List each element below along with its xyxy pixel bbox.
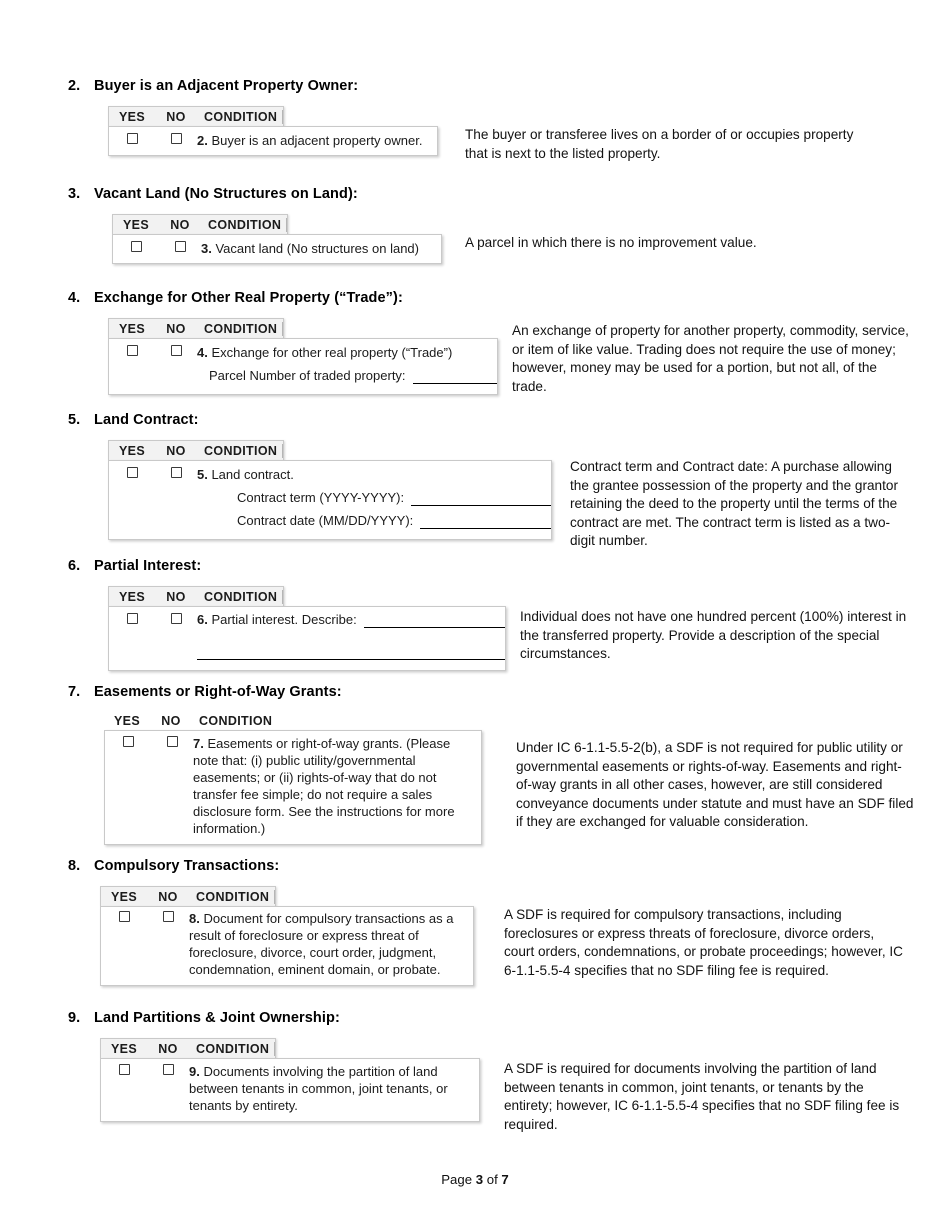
checkbox-yes-icon[interactable] — [131, 241, 142, 252]
section-5-table-header — [108, 440, 284, 460]
section-2 — [64, 78, 904, 163]
column-header-no: NO — [158, 1041, 178, 1056]
column-header-condition: CONDITION — [197, 590, 283, 604]
section-5-title: Land Contract: — [94, 412, 199, 428]
section-2-number: 2. — [68, 78, 81, 94]
section-3-condition-table — [112, 214, 442, 264]
checkbox-no-icon[interactable] — [171, 613, 182, 624]
column-header-yes: YES — [118, 109, 146, 124]
column-header-yes: YES — [122, 217, 150, 232]
checkbox-cell-yes[interactable] — [113, 240, 159, 252]
section-8-condition-text — [189, 910, 473, 978]
section-2-table-row — [108, 126, 438, 156]
condition-lead-number: 2. — [197, 133, 208, 148]
column-header-no: NO — [158, 889, 178, 904]
section-5-description: Contract term and Contract date: A purchase allowing the grantee possession of the property and the grantor retaining the deed to the property until the terms of the contract are met. The contract term is listed as a two-digit number. — [570, 459, 898, 549]
checkbox-cell-yes[interactable] — [101, 1063, 147, 1075]
section-9-table-header — [100, 1038, 276, 1058]
footer-page-prefix: Page — [441, 1172, 473, 1187]
footer-page-middle: of — [486, 1172, 498, 1187]
checkbox-yes-icon[interactable] — [127, 133, 138, 144]
section-8-condition-table — [100, 886, 474, 986]
condition-lead-number: 6. — [197, 612, 208, 627]
checkbox-yes-icon[interactable] — [127, 345, 138, 356]
section-2-condition-text — [197, 132, 437, 149]
section-6-heading — [64, 558, 944, 574]
section-9-title: Land Partitions & Joint Ownership: — [94, 1010, 340, 1026]
section-6 — [64, 558, 944, 671]
column-header-condition: CONDITION — [189, 1042, 275, 1056]
section-4-parcel-number-field[interactable] — [197, 368, 497, 384]
checkbox-cell-no[interactable] — [155, 466, 197, 478]
condition-body-text: Exchange for other real property (“Trade”) — [207, 345, 453, 360]
section-6-describe-field-line2[interactable] — [197, 646, 505, 660]
checkbox-no-icon[interactable] — [163, 1064, 174, 1075]
condition-body-text: Documents involving the partition of land between tenants in common, joint tenants, or tenants by entirety. — [189, 1064, 448, 1113]
section-7-table-row — [104, 730, 482, 845]
section-3-condition-text — [201, 240, 441, 257]
checkbox-no-icon[interactable] — [171, 345, 182, 356]
contract-date-label: Contract date (MM/DD/YYYY): — [237, 513, 414, 528]
section-8 — [64, 858, 944, 986]
checkbox-no-icon[interactable] — [163, 911, 174, 922]
section-9-description: A SDF is required for documents involving the partition of land between tenants in common, joint tenants, or tenants by the entirety; however, IC 6-1.1-5.5-4 specifies that no SDF filing fee is required. — [504, 1061, 900, 1132]
section-7-table-header — [104, 712, 277, 730]
section-5-table-row — [108, 460, 552, 540]
checkbox-no-icon[interactable] — [171, 467, 182, 478]
partial-interest-label — [197, 612, 357, 628]
section-3-table-row — [112, 234, 442, 264]
section-2-condition-table — [108, 106, 438, 156]
condition-body-text: Land contract. — [207, 467, 294, 482]
contract-date-input[interactable] — [420, 515, 551, 529]
section-5-contract-term-field[interactable] — [197, 490, 551, 506]
section-4-number: 4. — [68, 290, 81, 306]
checkbox-yes-icon[interactable] — [127, 467, 138, 478]
section-6-condition-text — [197, 612, 505, 660]
condition-lead-number: 4. — [197, 345, 208, 360]
column-header-condition: CONDITION — [189, 890, 275, 904]
section-7-condition-table — [104, 712, 482, 845]
partial-interest-input-line-1[interactable] — [364, 614, 505, 628]
checkbox-cell-no[interactable] — [155, 612, 197, 624]
section-3-table-header — [112, 214, 288, 234]
section-3-heading — [64, 186, 904, 202]
checkbox-cell-yes[interactable] — [109, 466, 155, 478]
checkbox-cell-no[interactable] — [155, 132, 197, 144]
section-5-heading — [64, 412, 944, 428]
section-4-condition-text — [197, 344, 497, 384]
column-header-yes: YES — [118, 321, 146, 336]
condition-body-text: Partial interest. Describe: — [207, 612, 357, 627]
column-header-yes: YES — [118, 589, 146, 604]
section-2-description: The buyer or transferee lives on a border of or occupies property that is next to the listed property. — [465, 127, 854, 161]
checkbox-no-icon[interactable] — [175, 241, 186, 252]
column-header-yes: YES — [110, 889, 138, 904]
section-7-description: Under IC 6-1.1-5.5-2(b), a SDF is not required for public utility or governmental easements or rights-of-way. Easements and right-of-way grants in all other cases, however, are still considered conveyance documents under statute and must have an SDF filed if they are exchanged for valuable consideration. — [516, 740, 914, 830]
contract-term-label: Contract term (YYYY-YYYY): — [237, 490, 405, 505]
section-4-heading — [64, 290, 934, 306]
column-header-condition: CONDITION — [199, 714, 273, 728]
section-5-condition-table — [108, 440, 552, 540]
column-header-yes: YES — [113, 714, 141, 728]
checkbox-yes-icon[interactable] — [119, 1064, 130, 1075]
condition-lead-number: 9. — [189, 1064, 200, 1079]
footer-page-number: 3 — [475, 1172, 484, 1187]
section-8-description: A SDF is required for compulsory transactions, including foreclosures or express threats of foreclosure, divorce orders, court orders, condemnations, or probate proceedings; however, IC 6-1.1-5.5-4 specifies that no SDF filing fee is required. — [504, 907, 903, 978]
condition-body-text: Vacant land (No structures on land) — [211, 241, 419, 256]
section-3-description: A parcel in which there is no improvement value. — [465, 235, 757, 250]
column-header-no: NO — [161, 714, 181, 728]
section-8-table-header — [100, 886, 276, 906]
section-7-number: 7. — [68, 684, 81, 700]
section-3-title: Vacant Land (No Structures on Land): — [94, 186, 358, 202]
section-2-heading — [64, 78, 904, 94]
column-header-no: NO — [166, 109, 186, 124]
section-3 — [64, 186, 904, 264]
section-6-describe-field[interactable] — [197, 612, 505, 628]
column-header-condition: CONDITION — [201, 218, 287, 232]
section-2-title: Buyer is an Adjacent Property Owner: — [94, 78, 359, 94]
parcel-number-input[interactable] — [413, 370, 497, 384]
checkbox-cell-no[interactable] — [151, 735, 193, 747]
section-6-number: 6. — [68, 558, 81, 574]
section-3-number: 3. — [68, 186, 81, 202]
checkbox-yes-icon[interactable] — [127, 613, 138, 624]
section-6-description: Individual does not have one hundred percent (100%) interest in the transferred property. Provide a description of the special circumstances. — [520, 609, 907, 662]
section-9-condition-table — [100, 1038, 480, 1122]
condition-lead-number: 8. — [189, 911, 200, 926]
section-6-table-row — [108, 606, 506, 671]
section-8-heading — [64, 858, 944, 874]
column-header-no: NO — [166, 443, 186, 458]
section-5-number: 5. — [68, 412, 81, 428]
column-header-condition: CONDITION — [197, 110, 283, 124]
section-2-table-header — [108, 106, 284, 126]
checkbox-cell-yes[interactable] — [101, 910, 147, 922]
column-header-condition: CONDITION — [197, 444, 283, 458]
column-header-yes: YES — [118, 443, 146, 458]
condition-lead-number: 5. — [197, 467, 208, 482]
condition-lead-number: 3. — [201, 241, 212, 256]
section-9-number: 9. — [68, 1010, 81, 1026]
checkbox-cell-no[interactable] — [147, 910, 189, 922]
section-9-table-row — [100, 1058, 480, 1122]
page-footer — [0, 1172, 950, 1187]
checkbox-yes-icon[interactable] — [119, 911, 130, 922]
section-4-title: Exchange for Other Real Property (“Trade”): — [94, 290, 403, 306]
checkbox-no-icon[interactable] — [167, 736, 178, 747]
column-header-yes: YES — [110, 1041, 138, 1056]
condition-body-text: Document for compulsory transactions as a result of foreclosure or express threat of foreclosure, divorce, court order, judgment, condemnation, eminent domain, or probate. — [189, 911, 454, 977]
section-4 — [64, 290, 934, 396]
section-6-condition-table — [108, 586, 506, 671]
section-4-description: An exchange of property for another property, commodity, service, or item of like value. Trading does not require the use of money; however, money may be used for a portion, but not all, of the trade. — [512, 323, 909, 394]
checkbox-cell-yes[interactable] — [105, 735, 151, 747]
section-9-condition-text — [189, 1063, 479, 1114]
contract-term-input[interactable] — [411, 492, 551, 506]
column-header-condition: CONDITION — [197, 322, 283, 336]
section-7-condition-text — [193, 735, 481, 837]
section-5-contract-date-field[interactable] — [197, 513, 551, 529]
condition-body-text: Easements or right-of-way grants. (Please note that: (i) public utility/governmental easements; or (ii) rights-of-way that do not transfer fee simple; do not require a sales disclosure form. See the instructions for more information.) — [193, 736, 455, 836]
section-6-title: Partial Interest: — [94, 558, 202, 574]
column-header-no: NO — [166, 321, 186, 336]
section-7 — [64, 684, 944, 845]
condition-body-text: Buyer is an adjacent property owner. — [207, 133, 423, 148]
section-6-table-header — [108, 586, 284, 606]
checkbox-cell-yes[interactable] — [109, 612, 155, 624]
footer-page-total: 7 — [501, 1172, 509, 1187]
section-8-table-row — [100, 906, 474, 986]
section-4-table-header — [108, 318, 284, 338]
section-5-condition-text — [197, 466, 551, 529]
checkbox-cell-no[interactable] — [159, 240, 201, 252]
column-header-no: NO — [166, 589, 186, 604]
section-7-title: Easements or Right-of-Way Grants: — [94, 684, 342, 700]
condition-lead-number: 7. — [193, 736, 204, 751]
section-9-heading — [64, 1010, 944, 1026]
column-header-no: NO — [170, 217, 190, 232]
section-4-table-row — [108, 338, 498, 395]
section-7-heading — [64, 684, 944, 700]
checkbox-cell-yes[interactable] — [109, 344, 155, 356]
section-5 — [64, 412, 944, 551]
section-4-condition-table — [108, 318, 498, 395]
checkbox-cell-no[interactable] — [147, 1063, 189, 1075]
section-8-title: Compulsory Transactions: — [94, 858, 280, 874]
checkbox-cell-yes[interactable] — [109, 132, 155, 144]
section-8-number: 8. — [68, 858, 81, 874]
section-9 — [64, 1010, 944, 1134]
checkbox-no-icon[interactable] — [171, 133, 182, 144]
checkbox-cell-no[interactable] — [155, 344, 197, 356]
checkbox-yes-icon[interactable] — [123, 736, 134, 747]
partial-interest-input-line-2[interactable] — [197, 646, 505, 660]
parcel-number-label: Parcel Number of traded property: — [209, 368, 406, 383]
